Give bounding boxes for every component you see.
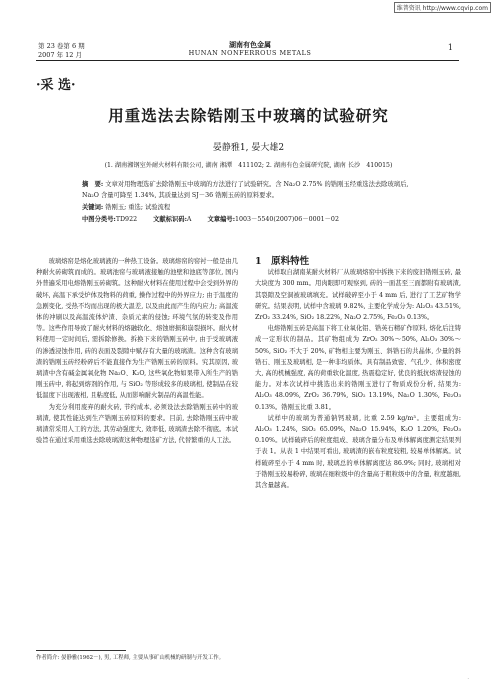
articleno-label: 文章编号:: [207, 216, 236, 223]
page-number: 1: [447, 43, 453, 52]
left-paragraph-1: 玻璃熔窑是熔化玻璃液的一种热工设备。玻璃熔窑的窑衬一般是由几种耐火砖砌筑而成的。玻璃池窑与玻璃液接触的池壁和池底等部位, 国内外普遍采用电熔锆刚玉砖砌筑。这种耐火材料在使用过程中会受到外界的破坏, 高温下承受炉体及物料的荷重, 操作过程中的外界应力; 由于温度的急剧变化, 受热不均而出现的极大温差, 以及由此而产生的内应力; 高温流体的冲刷以及高温流体炉渣、杂质元素的侵蚀; 环境气氛的转变及作用等。这些作用导致了耐火材料的熔融软化、熔蚀磨损和崩裂损坏。耐火材料使用一定时间后, 需拆除修换。拆换下来的锆刚玉砖中, 由于受玻璃液的渗透浸蚀作用, 砖的表面及裂隙中赋存有大量的玻璃渣。这种含有玻璃渣的锆刚玉砖经粉碎后不能直接作为生产锆刚玉砖的原料。究其原因, 玻璃渣中含有碱金属氧化物 Na₂O、K₂O, 这些氧化物如果带入所生产的锆刚玉砖中, 将起到熔剂的作用, 与 SiO₂ 等形成较多的玻璃相, 使制品在较低温度下出现液相, 且粘度低, 从而影响耐火制品的高温性能。: [36, 258, 238, 400]
issue-info: [38, 42, 85, 60]
article-title: 用重选法去除锆刚玉中玻璃的试验研究: [108, 106, 389, 125]
journal-name-en: HUNAN NONFERROUS METALS: [188, 49, 312, 57]
volume: 第 23 卷第 6 期: [38, 42, 85, 50]
keywords-label: 关键词:: [82, 204, 104, 211]
right-paragraph-2: 电熔锆刚玉砖是高温下将工业氧化铝、锆英石精矿作原料, 熔化后注铸成一定形状的制品。其矿物组成为 ZrO₂ 30%～50%, Al₂O₃ 30%～50%, SiO₂ 不大于 20%, 矿物相主要为刚玉、斜锆石的共晶体, 少量的斜锆石、刚玉及玻璃相, 是一种非均质体。具有制品致密、气孔少、体积密度大, 高的机械强度, 高的荷重软化温度, 热震稳定好, 优良的抵抗熔渣侵蚀的能力。对本次试样中挑选出来的锆刚玉进行了物质成份分析, 结果为: Al₂O₃ 48.09%, ZrO₂ 36.79%, SiO₂ 13.19%, Na₂O 1.30%, Fe₂O₃ 0.13%。锆刚玉比重 3.81。: [255, 325, 461, 411]
doccode-label: 文献标识码:: [153, 216, 187, 223]
header-rule: [36, 60, 459, 61]
right-paragraph-1: 试样取自湖南某耐火材料厂从玻璃熔窑中拆换下来的废旧锆刚玉砖, 最大块度为 300 mm。用肉眼即可观察到, 砖的一面甚至三面都附有玻璃渣, 其裂隙及空洞被玻璃填充。试样破碎至小于 4 mm 后, 进行了工艺矿物学研究。结果表明, 试样中含玻璃 9.82%, 主要化学成分为: Al₂O₃ 43.51%, ZrO₂ 33.24%, SiO₂ 18.22%, Na₂O 2.75%, Fe₂O₃ 0.13%。: [255, 269, 461, 322]
journal-name: [150, 40, 350, 58]
authors: 晏静雅1, 晏大雄2: [212, 143, 285, 153]
right-paragraph-3: 试样中的玻璃为普通钠钙玻璃, 比重 2.59 kg/m³。主要组成为: Al₂O₃ 1.24%, SiO₂ 65.09%, Na₂O 15.94%, K₂O 1.20%, Fe₂O₃ 0.10%。试样破碎后的粒度组成、玻璃含量分布及单体解离度测定结果列于表 1。从表 1 中结果可看出, 玻璃渣的嵌布粒度较粗, 较易单体解离。试样破碎至小于 4 mm 时, 玻璃总的单体解离度达 86.9%; 同时, 玻璃相对于锆刚玉较易粉碎, 玻璃在细粒级中的含量高于粗粒级中的含量, 粒度越细, 其含量越高。: [255, 414, 461, 490]
keywords-text: 锆刚玉; 重选; 试验流程: [105, 204, 171, 211]
affiliation: (1. 湖南湘钢室外耐火材料有限公司, 湖南 湘潭 411102; 2. 湖南有色金属研究院, 湖南 长沙 410015): [104, 162, 393, 169]
journal-name-cn: 湖南有色金属: [229, 40, 271, 49]
doccode-value: A: [186, 216, 192, 223]
section-label: ·采 选·: [36, 78, 76, 93]
left-column: [36, 256, 238, 446]
left-paragraph-2: 为充分利用废弃的耐火砖, 节约成本, 必须设法去除锆刚玉砖中的玻璃渣, 使其性能达到生产锆刚玉砖原料的要求。目前, 去除锆刚玉砖中玻璃渣常采用人工的方法, 其劳动强度大, 效率低, 玻璃渣去除不彻底。本试验旨在通过采用重选去除玻璃渣这种物理选矿方法, 代替繁重的人工法。: [36, 403, 238, 445]
right-column: [255, 256, 461, 491]
abstract-block: [82, 179, 424, 225]
abstract-text: 文章对用物理选矿去除锆刚玉中玻璃的方法进行了试验研究。含 Na₂O 2.75% 的锆刚玉经重选法去除玻璃后, Na₂O 含量可降至 1.34%, 其质量达到 SJ－36 锆刚玉砖的原料要求。: [82, 181, 409, 199]
footnote-rule: [36, 650, 126, 651]
classification-line: [82, 214, 424, 225]
section-heading: 1 原料特性: [255, 256, 310, 267]
abstract-label: 摘 要:: [82, 181, 104, 188]
abstract: [82, 179, 424, 201]
corner-mark: ·: [467, 676, 469, 682]
issue-date: 2007 年 12 月: [38, 51, 83, 59]
clc-label: 中图分类号:: [82, 216, 116, 223]
articleno-value: 1003－5540(2007)06－0001－02: [235, 216, 339, 223]
watermark: 维普资讯 http://www.cqvip.com: [394, 2, 491, 13]
keywords: [82, 202, 424, 213]
author-footnote: 作者简介: 晏静雅(1962－), 男, 工程师, 主要从事矿山机械的研制与开发工作。: [36, 655, 225, 661]
clc-value: TD922: [115, 216, 138, 223]
